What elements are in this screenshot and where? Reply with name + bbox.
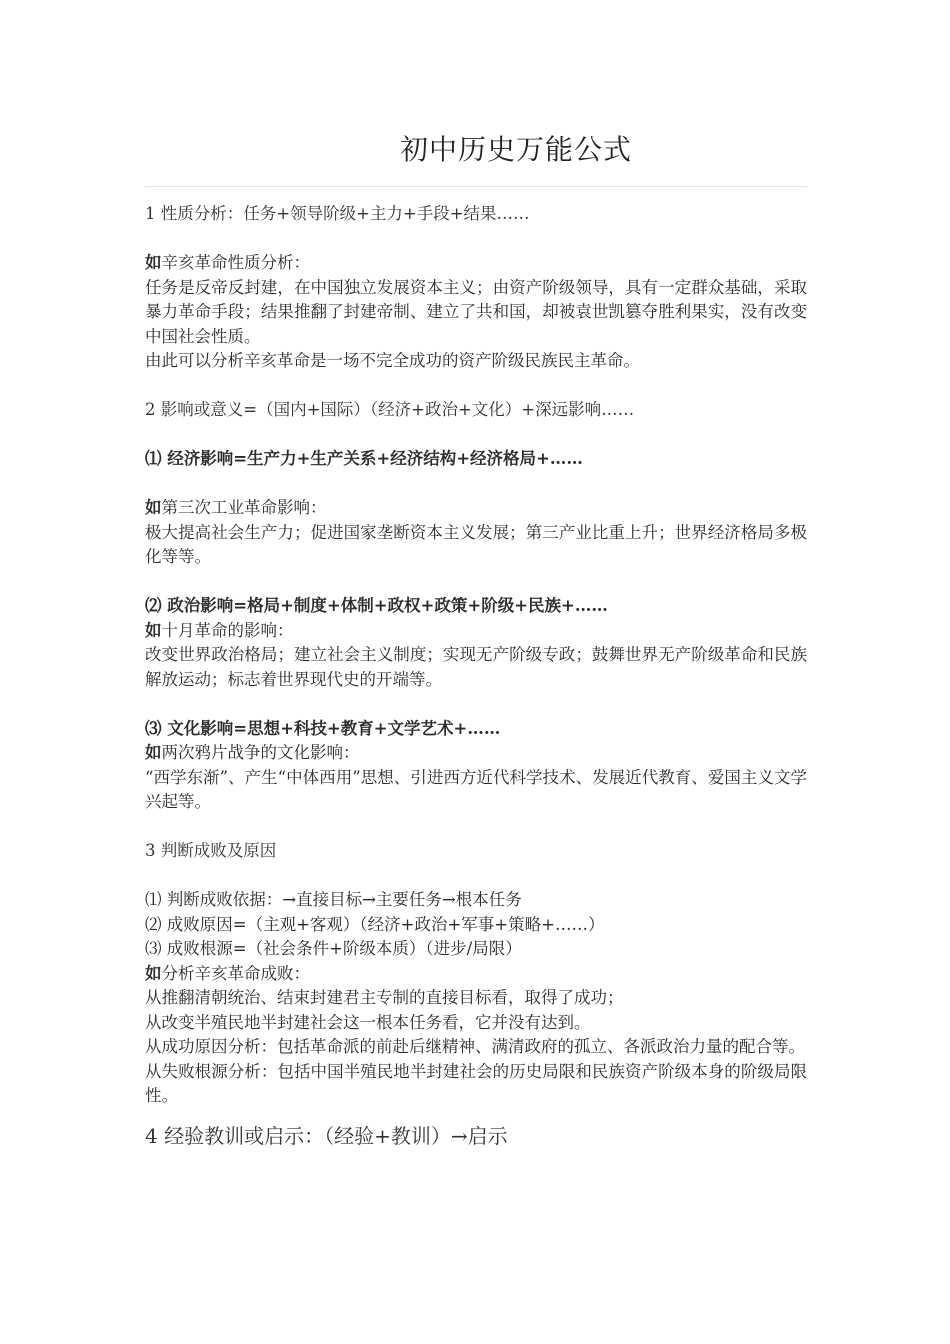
example-marker: 如	[145, 620, 162, 640]
section-2a-heading: ⑴ 经济影响=生产力+生产关系+经济结构+经济格局+……	[145, 449, 583, 468]
spacer	[145, 374, 807, 399]
section-2b-heading: ⑵ 政治影响=格局+制度+体制+政权+政策+阶级+民族+……	[145, 596, 608, 615]
section-1-heading: 1 性质分析：任务+领导阶级+主力+手段+结果……	[145, 204, 530, 223]
spacer	[145, 472, 807, 497]
section-2b-paragraph: 改变世界政治格局；建立社会主义制度；实现无产阶级专政；鼓舞世界无产阶级革命和民族解放运动；标志着世界现代史的开端等。	[145, 645, 807, 689]
section-3-item-2: ⑵ 成败原因=（主观+客观）（经济+政治+军事+策略+……）	[145, 914, 605, 934]
section-4-heading: 4 经验教训或启示：（经验+教训）→启示	[145, 1123, 508, 1148]
section-2-heading: 2 影响或意义=（国内+国际）（经济+政治+文化）+深远影响……	[145, 400, 635, 419]
section-1-paragraph-2: 由此可以分析辛亥革命是一场不完全成功的资产阶级民族民主革命。	[145, 351, 640, 370]
spacer	[145, 423, 807, 448]
section-3-item-3: ⑶ 成败根源=（社会条件+阶级本质）（进步/局限）	[145, 939, 522, 958]
section-2c-example-title	[145, 741, 807, 766]
example-marker: 如	[145, 253, 162, 272]
section-3-paragraph-2: 从改变半殖民地半封建社会这一根本任务看，它并没有达到。	[145, 1012, 591, 1032]
example-title-text: 十月革命的影响：	[161, 620, 294, 640]
section-3-example-title	[145, 962, 807, 987]
example-marker: 如	[145, 498, 162, 517]
section-3-paragraph-1: 从推翻清朝统治、结束封建君主专制的直接目标看，取得了成功；	[145, 988, 624, 1007]
section-3-paragraph-4: 从失败根源分析：包括中国半殖民地半封建社会的历史局限和民族资产阶级本身的阶级局限性。	[145, 1061, 807, 1105]
spacer	[145, 864, 807, 889]
spacer	[145, 227, 807, 252]
spacer	[145, 815, 807, 840]
example-marker: 如	[145, 963, 162, 983]
example-marker: 如	[145, 743, 162, 762]
section-1-paragraph-1: 任务是反帝反封建，在中国独立发展资本主义；由资产阶级领导，具有一定群众基础，采取暴力革命手段；结果推翻了封建帝制、建立了共和国，却被袁世凯篡夺胜利果实，没有改变中国社会性质。	[145, 277, 807, 346]
section-3-item-1: ⑴ 判断成败依据：→直接目标→主要任务→根本任务	[145, 890, 522, 909]
section-2a-example-title	[145, 496, 807, 521]
example-title-text: 第三次工业革命影响：	[161, 498, 327, 517]
section-1-example-title	[145, 251, 807, 276]
section-2c-paragraph: “西学东渐”、产生“中体西用”思想、引进西方近代科学技术、发展近代教育、爱国主义文学兴起等。	[145, 767, 807, 811]
section-3-paragraph-3: 从成功原因分析：包括革命派的前赴后继精神、满清政府的孤立、各派政治力量的配合等。	[145, 1037, 805, 1056]
spacer	[145, 570, 807, 595]
section-2a-paragraph: 极大提高社会生产力；促进国家垄断资本主义发展；第三产业比重上升；世界经济格局多极化等等。	[145, 522, 807, 566]
example-title-text: 分析辛亥革命成败：	[161, 963, 310, 983]
page-title: 初中历史万能公式	[399, 133, 632, 166]
example-title-text: 两次鸦片战争的文化影响：	[161, 743, 360, 762]
section-2b-example-title	[145, 619, 807, 644]
section-3-heading: 3 判断成败及原因	[145, 841, 277, 860]
spacer	[145, 692, 807, 717]
title-divider	[145, 186, 807, 187]
document-body	[145, 202, 807, 1151]
section-2c-heading: ⑶ 文化影响=思想+科技+教育+文学艺术+……	[145, 718, 501, 738]
example-title-text: 辛亥革命性质分析：	[161, 253, 310, 272]
